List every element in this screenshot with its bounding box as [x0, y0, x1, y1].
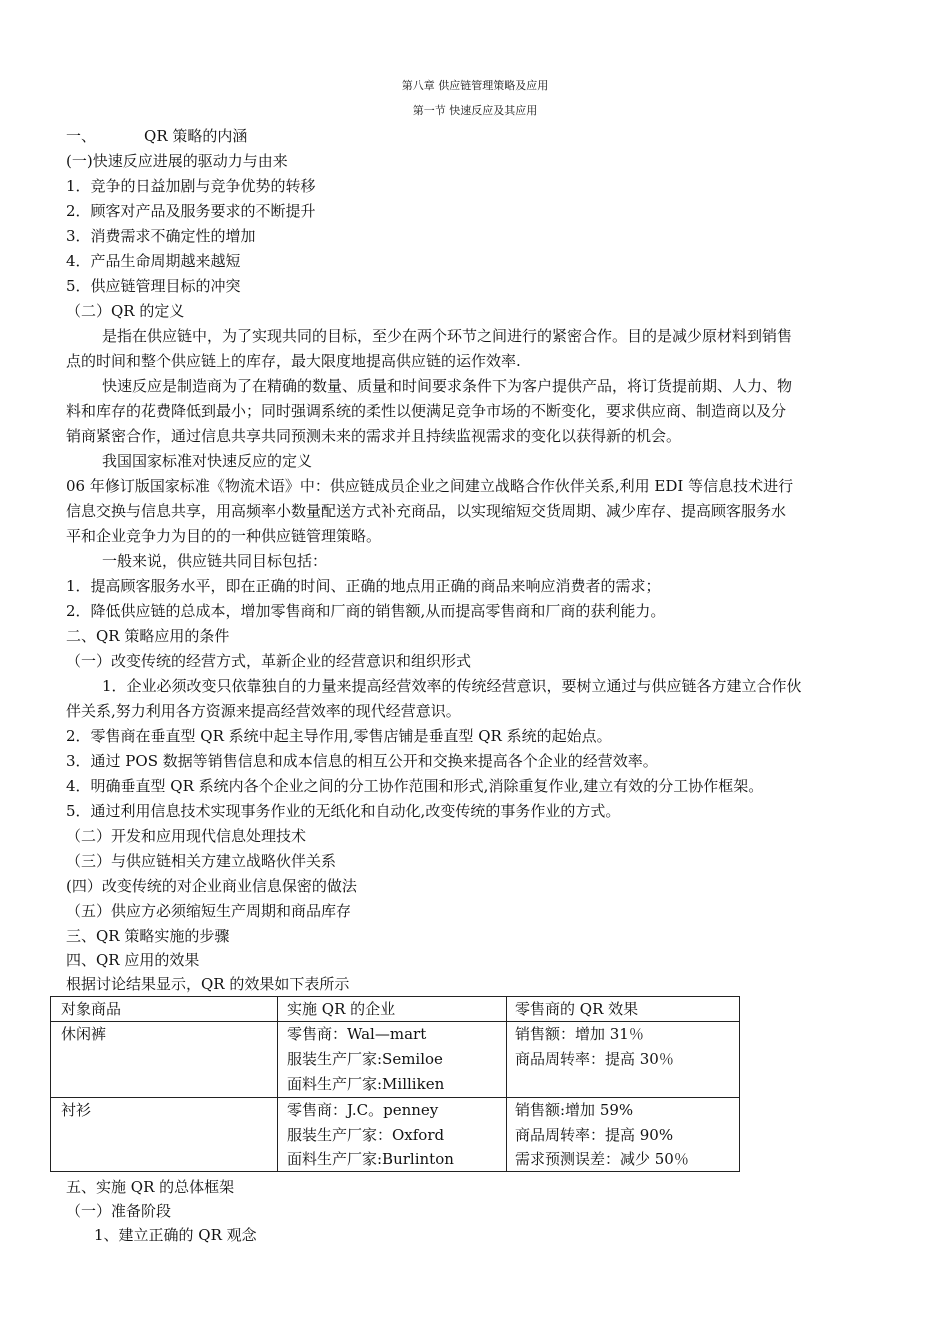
list-item: 2．零售商在垂直型 QR 系统中起主导作用,零售店铺是垂直型 QR 系统的起始点。	[66, 727, 612, 745]
subheading: （三）与供应链相关方建立战略伙伴关系	[66, 852, 337, 870]
paragraph-line: 我国国家标准对快速反应的定义	[102, 452, 313, 470]
list-item: 1．企业必须改变只依靠独自的力量来提高经营效率的传统经营意识，要树立通过与供应链各方建立合作伙	[102, 677, 802, 695]
list-item: 3．消费需求不确定性的增加	[66, 227, 256, 245]
table-cell-company: 面料生产厂家:Milliken	[287, 1075, 445, 1093]
table-cell-product: 休闲裤	[61, 1025, 107, 1043]
list-item: 1、建立正确的 QR 观念	[94, 1226, 257, 1244]
paragraph-line: 是指在供应链中，为了实现共同的目标，至少在两个环节之间进行的紧密合作。目的是减少原材料到销售	[102, 327, 793, 345]
paragraph-line: 06 年修订版国家标准《物流术语》中：供应链成员企业之间建立战略合作伙伴关系,利用 EDI 等信息技术进行	[66, 477, 794, 495]
subheading: （一）改变传统的经营方式，革新企业的经营意识和组织形式	[66, 652, 472, 670]
subheading: （二）QR 的定义	[66, 302, 185, 320]
table-divider	[277, 997, 278, 1171]
paragraph-line: 料和库存的花费降低到最小；同时强调系统的柔性以便满足竞争市场的不断变化，要求供应商、制造商以及分	[66, 402, 787, 420]
table-cell-company: 服装生产厂家：Oxford	[287, 1126, 445, 1144]
list-item: 4．明确垂直型 QR 系统内各个企业之间的分工协作范围和形式,消除重复作业,建立有效的分工协作框架。	[66, 777, 764, 795]
list-item: 1．提高顾客服务水平，即在正确的时间、正确的地点用正确的商品来响应消费者的需求；	[66, 577, 661, 595]
list-item: 2．顾客对产品及服务要求的不断提升	[66, 202, 316, 220]
heading-4: 四、QR 应用的效果	[66, 951, 200, 969]
table-cell-effect: 销售额:增加 59%	[515, 1101, 634, 1119]
table-header: 零售商的 QR 效果	[515, 1000, 639, 1018]
paragraph-line: 伴关系,努力利用各方资源来提高经营效率的现代经营意识。	[66, 702, 461, 720]
list-item: 2．降低供应链的总成本，增加零售商和厂商的销售额,从而提高零售商和厂商的获利能力。	[66, 602, 666, 620]
heading-1	[66, 126, 247, 146]
list-item: 5．通过利用信息技术实现事务作业的无纸化和自动化,改变传统的事务作业的方式。	[66, 802, 621, 820]
table-cell-company: 零售商：Wal—mart	[287, 1025, 427, 1043]
chapter-title: 第八章 供应链管理策略及应用	[401, 79, 549, 92]
table-header: 实施 QR 的企业	[287, 1000, 396, 1018]
table-divider	[51, 1097, 739, 1098]
table-cell-company: 零售商：J.C。penney	[287, 1101, 439, 1119]
paragraph-line: 一般来说，供应链共同目标包括：	[102, 552, 328, 570]
heading-5: 五、实施 QR 的总体框架	[66, 1178, 235, 1196]
table-cell-product: 衬衫	[61, 1101, 92, 1119]
paragraph-line: 信息交换与信息共享，用高频率小数量配送方式补充商品，以实现缩短交货周期、减少库存、提高顾客服务水	[66, 502, 787, 520]
paragraph-line: 平和企业竞争力为目的的一种供应链管理策略。	[66, 527, 382, 545]
table-cell-effect: 销售额：增加 31％	[515, 1025, 644, 1043]
subheading: （一）准备阶段	[66, 1202, 172, 1220]
table-intro: 根据讨论结果显示，QR 的效果如下表所示	[66, 975, 350, 993]
qr-effects-table	[50, 996, 740, 1172]
subheading: (一)快速反应进展的驱动力与由来	[66, 152, 288, 170]
list-item: 4．产品生命周期越来越短	[66, 252, 241, 270]
subheading: （五）供应方必须缩短生产周期和商品库存	[66, 902, 352, 920]
table-cell-company: 面料生产厂家:Burlinton	[287, 1150, 454, 1168]
table-divider	[51, 1021, 739, 1022]
heading-3: 三、QR 策略实施的步骤	[66, 927, 230, 945]
table-cell-effect: 需求预测误差：减少 50％	[515, 1150, 689, 1168]
list-item: 1．竞争的日益加剧与竞争优势的转移	[66, 177, 316, 195]
heading-2: 二、QR 策略应用的条件	[66, 627, 230, 645]
section-title: 第一节 快速反应及其应用	[412, 104, 538, 117]
table-cell-company: 服装生产厂家:Semiloe	[287, 1050, 443, 1068]
table-header: 对象商品	[61, 1000, 122, 1018]
list-item: 5．供应链管理目标的冲突	[66, 277, 241, 295]
list-item: 3．通过 POS 数据等销售信息和成本信息的相互公开和交换来提高各个企业的经营效率。	[66, 752, 658, 770]
subheading: （二）开发和应用现代信息处理技术	[66, 827, 307, 845]
table-cell-effect: 商品周转率：提高 90%	[515, 1126, 674, 1144]
paragraph-line: 点的时间和整个供应链上的库存，最大限度地提高供应链的运作效率.	[66, 352, 521, 370]
heading-1-number: 一、	[66, 127, 97, 145]
paragraph-line: 快速反应是制造商为了在精确的数量、质量和时间要求条件下为客户提供产品，将订货提前期、人力、物	[102, 377, 793, 395]
table-divider	[506, 997, 507, 1171]
paragraph-line: 销商紧密合作，通过信息共享共同预测未来的需求并且持续监视需求的变化以获得新的机会。	[66, 427, 682, 445]
table-cell-effect: 商品周转率：提高 30％	[515, 1050, 674, 1068]
subheading: (四）改变传统的对企业商业信息保密的做法	[66, 877, 357, 895]
heading-1-text: QR 策略的内涵	[144, 127, 248, 145]
